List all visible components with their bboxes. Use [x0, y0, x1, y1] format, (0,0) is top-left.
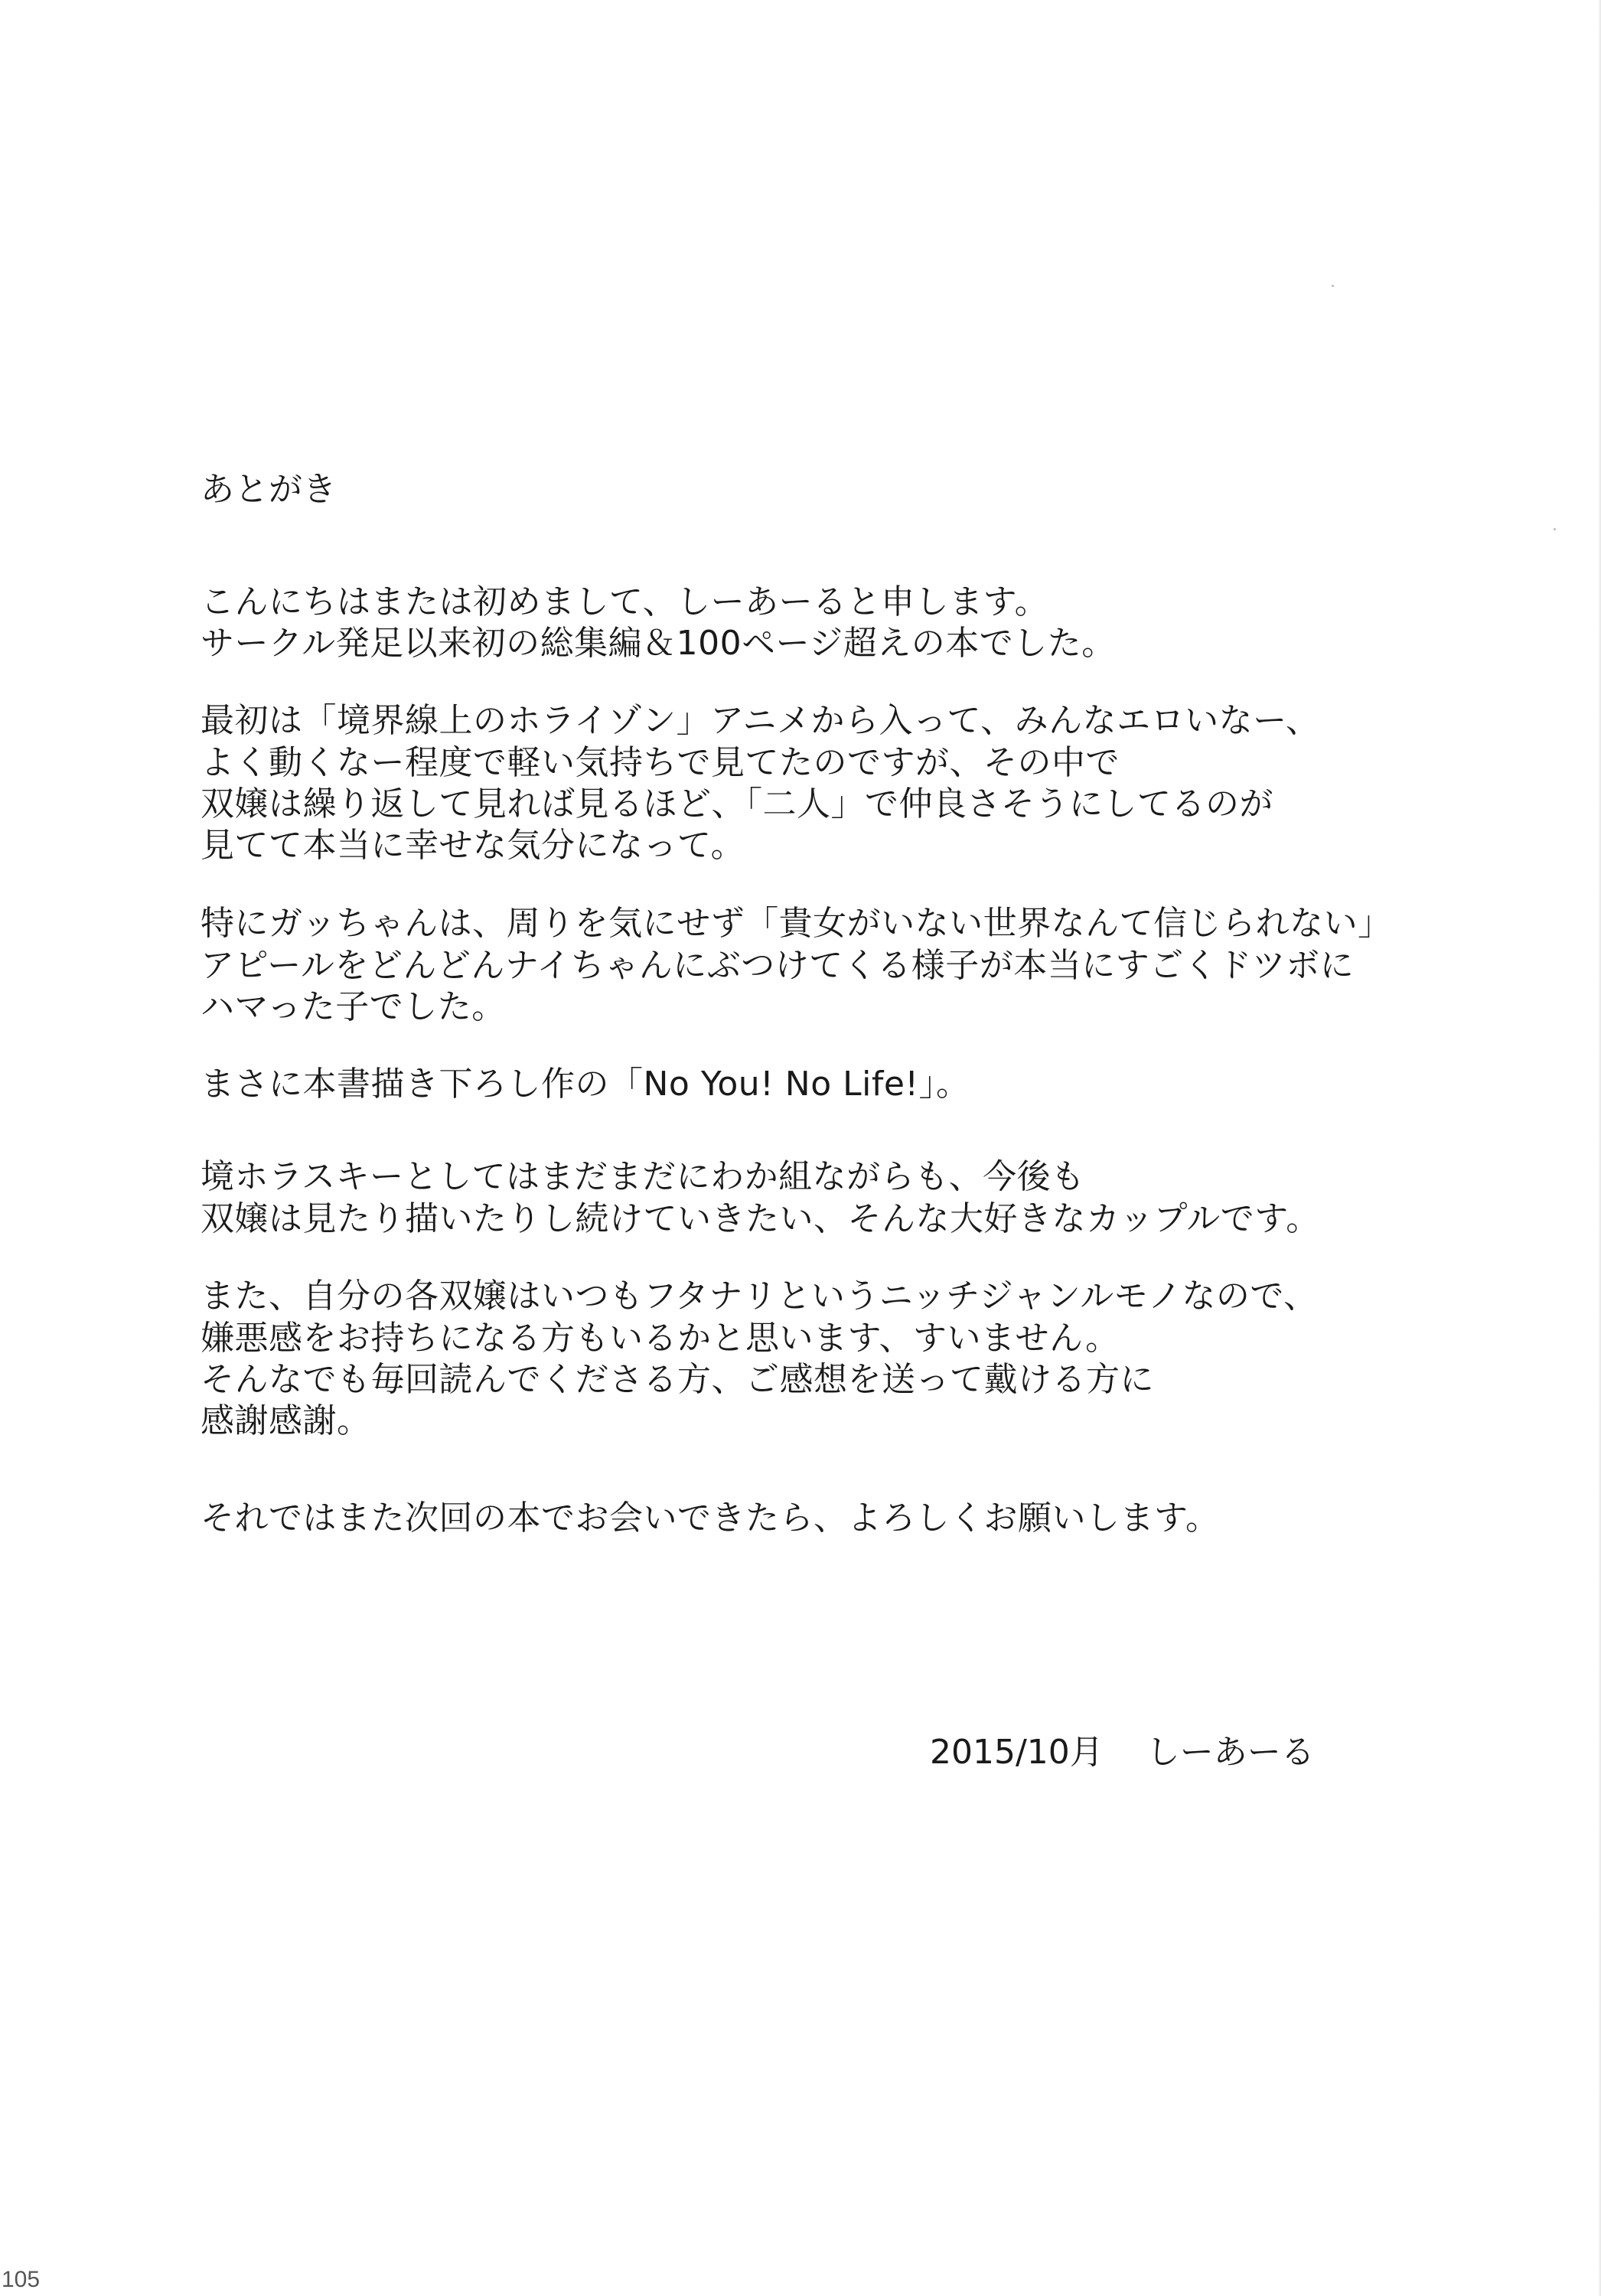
signature-date: 2015/10月: [930, 1733, 1104, 1772]
scan-speck: [1554, 528, 1556, 530]
signature-author: しーあーる: [1146, 1733, 1315, 1772]
text-line: 双嬢は繰り返して見れば見るほど、「二人」で仲良さそうにしてるのが: [201, 784, 1273, 823]
text-line: よく動くなー程度で軽い気持ちで見てたのですが、その中で: [201, 743, 1120, 782]
text-line: 見てて本当に幸せな気分になって。: [201, 826, 745, 865]
afterword-title: あとがき: [201, 470, 337, 509]
text-line: 特にガッちゃんは、周りを気にせず「貴女がいない世界なんて信じられない」: [201, 904, 1392, 943]
text-line: こんにちはまたは初めまして、しーあーると申します。: [201, 582, 1049, 621]
scan-speck: [1332, 285, 1334, 287]
page-number: 105: [2, 2267, 41, 2292]
text-line: それではまた次回の本でお会いできたら、よろしくお願いします。: [201, 1499, 1220, 1538]
text-line: まさに本書描き下ろし作の「No You! No Life!」。: [201, 1065, 970, 1104]
text-line: アピールをどんどんナイちゃんにぶつけてくる様子が本当にすごくドツボに: [201, 946, 1355, 985]
text-line: そんなでも毎回読んでくださる方、ご感想を送って戴ける方に: [201, 1360, 1154, 1399]
signature: [930, 1731, 1315, 1774]
text-line: サークル発足以来初の総集編＆100ページ超えの本でした。: [201, 624, 1116, 663]
text-line: 双嬢は見たり描いたりし続けていきたい、そんな大好きなカップルです。: [201, 1199, 1320, 1238]
text-line: また、自分の各双嬢はいつもフタナリというニッチジャンルモノなので、: [201, 1277, 1318, 1316]
page-edge-shadow: [1598, 0, 1601, 2296]
text-line: 感謝感謝。: [201, 1401, 371, 1440]
text-line: 嫌悪感をお持ちになる方もいるかと思います、すいません。: [201, 1319, 1120, 1358]
text-line: 境ホラスキーとしてはまだまだにわか組ながらも、今後も: [201, 1157, 1085, 1196]
text-line: ハマった子でした。: [201, 987, 506, 1026]
text-line: 最初は「境界線上のホライゾン」アニメから入って、みんなエロいなー、: [201, 701, 1320, 740]
